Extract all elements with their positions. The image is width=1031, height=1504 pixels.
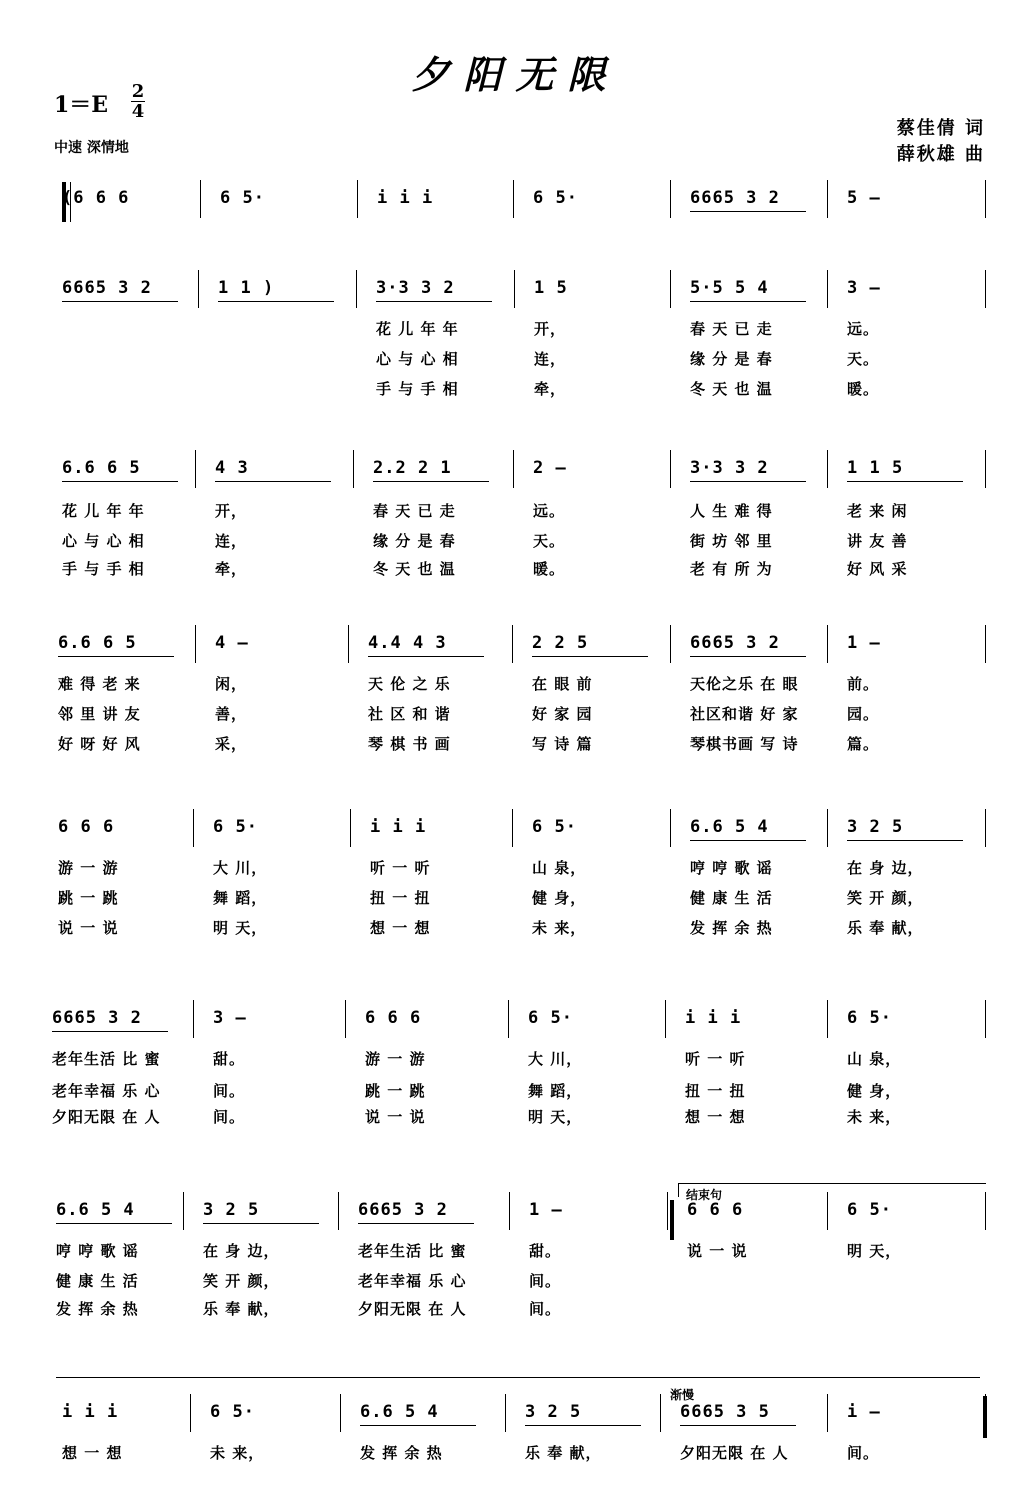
measure-notes: 6 6 6	[365, 1008, 422, 1028]
barline	[670, 270, 671, 308]
lyric-text: 心 与 心 相	[62, 532, 145, 550]
measure-notes: i i i	[685, 1008, 742, 1028]
lyric-text: 社区和谐 好 家	[690, 705, 799, 723]
lyric-text: 健 身，	[847, 1082, 902, 1100]
measure-notes: 6 5·	[533, 188, 578, 208]
lyric-text: 大 川，	[213, 859, 268, 877]
ending-label: 结束句	[686, 1188, 723, 1202]
lyric-text: 人 生 难 得	[690, 502, 773, 520]
lyric-text: 缘 分 是 春	[373, 532, 456, 550]
barline	[350, 809, 351, 847]
beam-line	[358, 1223, 474, 1224]
lyricist-credit: 蔡佳倩 词	[896, 118, 985, 139]
measure-notes: 6.6 5 4	[56, 1200, 135, 1220]
measure-notes: 5·5 5 4	[690, 278, 769, 298]
lyric-text: 说 一 说	[687, 1242, 748, 1260]
measure-notes: 5 –	[847, 188, 881, 208]
measure-notes: 6.6 6 5	[58, 633, 137, 653]
barline	[827, 1192, 828, 1230]
lyric-text: 乐 奉 献，	[525, 1444, 602, 1462]
lyric-text: 舞 蹈，	[213, 889, 268, 907]
lyric-text: 扭 一 扭	[370, 889, 431, 907]
time-top: 2	[131, 81, 145, 102]
lyric-text: 大 川，	[528, 1050, 583, 1068]
lyric-text: 未 来，	[847, 1108, 902, 1126]
beam-line	[690, 840, 806, 841]
lyric-text: 说 一 说	[365, 1108, 426, 1126]
lyric-text: 跳 一 跳	[365, 1082, 426, 1100]
beam-line	[373, 481, 489, 482]
repeat-start-bar	[62, 182, 66, 222]
key-signature: 1＝E	[54, 92, 109, 118]
lyric-text: 花 儿 年 年	[62, 502, 145, 520]
lyric-text: 跳 一 跳	[58, 889, 119, 907]
lyric-text: 前。	[847, 675, 880, 693]
beam-line	[847, 840, 963, 841]
barline	[827, 180, 828, 218]
measure-notes: 3 –	[847, 278, 881, 298]
lyric-text: 游 一 游	[58, 859, 119, 877]
lyric-text: 手 与 手 相	[62, 560, 145, 578]
measure-notes: 6665 3 2	[358, 1200, 448, 1220]
lyric-text: 难 得 老 来	[58, 675, 141, 693]
beam-line	[360, 1425, 476, 1426]
lyric-text: 夕阳无限 在 人	[680, 1444, 789, 1462]
measure-notes: 3 2 5	[203, 1200, 260, 1220]
lyric-text: 暖。	[533, 560, 566, 578]
measure-notes: 6 5·	[220, 188, 265, 208]
measure-notes: 4 3	[215, 458, 249, 478]
final-barline	[983, 1396, 987, 1438]
barline	[670, 180, 671, 218]
lyric-text: 乐 奉 献，	[847, 919, 924, 937]
lyric-text: 牵，	[215, 560, 248, 578]
song-title: 夕阳无限	[411, 52, 620, 97]
beam-line	[368, 656, 484, 657]
lyric-text: 听 一 听	[370, 859, 431, 877]
measure-notes: 6.6 6 5	[62, 458, 141, 478]
lyric-text: 扭 一 扭	[685, 1082, 746, 1100]
measure-notes: 6 5·	[213, 817, 258, 837]
lyric-text: 哼 哼 歌 谣	[56, 1242, 139, 1260]
barline	[348, 625, 349, 663]
barline	[200, 180, 201, 218]
lyric-text: 游 一 游	[365, 1050, 426, 1068]
lyric-text: 健 身，	[532, 889, 587, 907]
barline	[513, 450, 514, 488]
lyric-text: 篇。	[847, 735, 880, 753]
rit-label: 渐慢	[670, 1388, 695, 1402]
lyric-text: 冬 天 也 温	[373, 560, 456, 578]
barline	[508, 1000, 509, 1038]
barline	[827, 270, 828, 308]
ending-bracket-left	[678, 1183, 679, 1197]
measure-notes: i i i	[62, 1402, 119, 1422]
lyric-text: 牵，	[534, 380, 567, 398]
measure-notes: 2 2 5	[532, 633, 589, 653]
time-signature	[128, 82, 148, 121]
lyric-text: 未 来，	[210, 1444, 265, 1462]
lyric-text: 老年幸福 乐 心	[52, 1082, 161, 1100]
lyric-text: 舞 蹈，	[528, 1082, 583, 1100]
lyric-text: 间。	[847, 1444, 880, 1462]
lyric-text: 在 眼 前	[532, 675, 593, 693]
barline	[340, 1394, 341, 1432]
tempo-marking: 中速 深情地	[54, 140, 129, 156]
lyric-text: 天 伦 之 乐	[368, 675, 451, 693]
lyric-text: 开，	[215, 502, 248, 520]
lyric-text: 街 坊 邻 里	[690, 532, 773, 550]
lyric-text: 山 泉，	[532, 859, 587, 877]
lyric-text: 发 挥 余 热	[360, 1444, 443, 1462]
lyric-text: 山 泉，	[847, 1050, 902, 1068]
measure-notes: 3 –	[213, 1008, 247, 1028]
lyric-text: 间。	[213, 1108, 246, 1126]
barline	[985, 625, 986, 663]
measure-notes: 6665 3 2	[62, 278, 152, 298]
lyric-text: 健 康 生 活	[690, 889, 773, 907]
lyric-text: 好 家 园	[532, 705, 593, 723]
lyric-text: 连，	[534, 350, 567, 368]
measure-notes: 6.6 5 4	[690, 817, 769, 837]
lyric-text: 健 康 生 活	[56, 1272, 139, 1290]
lyric-text: 邻 里 讲 友	[58, 705, 141, 723]
barline	[827, 1394, 828, 1432]
lyric-text: 善，	[215, 705, 248, 723]
barline	[660, 1394, 661, 1432]
measure-notes: 6665 3 5	[680, 1402, 770, 1422]
lyric-text: 夕阳无限 在 人	[52, 1108, 161, 1126]
lyric-text: 夕阳无限 在 人	[358, 1300, 467, 1318]
measure-notes: 6.6 5 4	[360, 1402, 439, 1422]
lyric-text: 琴 棋 书 画	[368, 735, 451, 753]
lyric-text: 远。	[847, 320, 880, 338]
lyric-text: 园。	[847, 705, 880, 723]
beam-line	[56, 1223, 172, 1224]
lyric-text: 远。	[533, 502, 566, 520]
beam-line	[52, 1031, 168, 1032]
measure-notes: 6 6 6	[58, 817, 115, 837]
barline	[356, 270, 357, 308]
measure-notes: 2 –	[533, 458, 567, 478]
lyric-text: 说 一 说	[58, 919, 119, 937]
lyric-text: 冬 天 也 温	[690, 380, 773, 398]
barline	[345, 1000, 346, 1038]
measure-notes: (6 6 6	[62, 188, 130, 208]
barline	[985, 1192, 986, 1230]
beam-line	[215, 481, 331, 482]
lyric-text: 听 一 听	[685, 1050, 746, 1068]
lyric-text: 乐 奉 献，	[203, 1300, 280, 1318]
beam-line	[203, 1223, 319, 1224]
measure-notes: 3 2 5	[847, 817, 904, 837]
barline	[985, 809, 986, 847]
measure-notes: 1 1 )	[218, 278, 275, 298]
measure-notes: 1 5	[534, 278, 568, 298]
lyric-text: 连，	[215, 532, 248, 550]
lyric-text: 老 来 闲	[847, 502, 908, 520]
lyric-text: 老 有 所 为	[690, 560, 773, 578]
lyric-text: 春 天 已 走	[373, 502, 456, 520]
measure-notes: i i i	[377, 188, 434, 208]
barline	[985, 1000, 986, 1038]
lyric-text: 在 身 边，	[847, 859, 924, 877]
measure-notes: 6665 3 2	[690, 188, 780, 208]
barline	[670, 450, 671, 488]
lyric-text: 花 儿 年 年	[376, 320, 459, 338]
measure-notes: 6665 3 2	[52, 1008, 142, 1028]
barline	[338, 1192, 339, 1230]
measure-notes: 1 1 5	[847, 458, 904, 478]
lyric-text: 写 诗 篇	[532, 735, 593, 753]
lyric-text: 甜。	[529, 1242, 562, 1260]
beam-line	[62, 301, 178, 302]
lyric-text: 心 与 心 相	[376, 350, 459, 368]
lyric-text: 发 挥 余 热	[56, 1300, 139, 1318]
time-bottom: 4	[131, 101, 145, 122]
beam-line	[690, 481, 806, 482]
measure-notes: 6665 3 2	[690, 633, 780, 653]
measure-notes: 3·3 3 2	[376, 278, 455, 298]
beam-line	[532, 656, 648, 657]
beam-line	[690, 301, 806, 302]
lyric-text: 琴棋书画 写 诗	[690, 735, 799, 753]
barline	[827, 450, 828, 488]
measure-notes: 2.2 2 1	[373, 458, 452, 478]
lyric-text: 明 天，	[847, 1242, 902, 1260]
barline	[670, 809, 671, 847]
barline	[514, 270, 515, 308]
measure-notes: 6 5·	[532, 817, 577, 837]
lyric-text: 缘 分 是 春	[690, 350, 773, 368]
barline	[827, 809, 828, 847]
barline	[357, 180, 358, 218]
lyric-text: 想 一 想	[62, 1444, 123, 1462]
ending-bracket	[678, 1183, 986, 1184]
lyric-text: 老年生活 比 蜜	[358, 1242, 467, 1260]
barline	[985, 270, 986, 308]
barline	[505, 1394, 506, 1432]
barline	[670, 625, 671, 663]
lyric-text: 讲 友 善	[847, 532, 908, 550]
beam-line	[62, 481, 178, 482]
barline	[195, 625, 196, 663]
barline	[512, 809, 513, 847]
measure-notes: 6 6 6	[687, 1200, 744, 1220]
lyric-text: 甜。	[213, 1050, 246, 1068]
measure-notes: 1 –	[847, 633, 881, 653]
lyric-text: 天。	[847, 350, 880, 368]
beam-line	[376, 301, 492, 302]
barline	[193, 1000, 194, 1038]
barline	[353, 450, 354, 488]
measure-notes: i i i	[370, 817, 427, 837]
ending-repeat-bar	[670, 1200, 674, 1240]
composer-credit: 薛秋雄 曲	[896, 144, 985, 165]
lyric-text: 发 挥 余 热	[690, 919, 773, 937]
beam-line	[58, 656, 174, 657]
measure-notes: 1 –	[529, 1200, 563, 1220]
lyric-text: 明 天，	[528, 1108, 583, 1126]
barline	[513, 180, 514, 218]
barline	[183, 1192, 184, 1230]
lyric-text: 手 与 手 相	[376, 380, 459, 398]
lyric-text: 间。	[213, 1082, 246, 1100]
lyric-text: 开，	[534, 320, 567, 338]
lyric-text: 明 天，	[213, 919, 268, 937]
barline	[193, 809, 194, 847]
measure-notes: 6 5·	[847, 1200, 892, 1220]
barline	[985, 180, 986, 218]
lyric-text: 间。	[529, 1272, 562, 1290]
lyric-text: 老年生活 比 蜜	[52, 1050, 161, 1068]
lyric-text: 天伦之乐 在 眼	[690, 675, 799, 693]
beam-line	[690, 656, 806, 657]
barline	[195, 450, 196, 488]
barline	[827, 625, 828, 663]
lyric-text: 好 呀 好 风	[58, 735, 141, 753]
lyric-text: 好 风 采	[847, 560, 908, 578]
system-divider	[56, 1377, 980, 1378]
measure-notes: 4 –	[215, 633, 249, 653]
measure-notes: 6 5·	[847, 1008, 892, 1028]
barline	[512, 625, 513, 663]
lyric-text: 在 身 边，	[203, 1242, 280, 1260]
barline	[667, 1192, 668, 1230]
lyric-text: 笑 开 颜，	[203, 1272, 280, 1290]
barline	[665, 1000, 666, 1038]
beam-line	[218, 301, 334, 302]
lyric-text: 闲，	[215, 675, 248, 693]
lyric-text: 暖。	[847, 380, 880, 398]
measure-notes: 3 2 5	[525, 1402, 582, 1422]
lyric-text: 想 一 想	[370, 919, 431, 937]
lyric-text: 笑 开 颜，	[847, 889, 924, 907]
lyric-text: 采，	[215, 735, 248, 753]
measure-notes: 6 5·	[210, 1402, 255, 1422]
lyric-text: 哼 哼 歌 谣	[690, 859, 773, 877]
barline	[827, 1000, 828, 1038]
measure-notes: i –	[847, 1402, 881, 1422]
measure-notes: 3·3 3 2	[690, 458, 769, 478]
lyric-text: 间。	[529, 1300, 562, 1318]
lyric-text: 老年幸福 乐 心	[358, 1272, 467, 1290]
measure-notes: 6 5·	[528, 1008, 573, 1028]
barline	[985, 450, 986, 488]
barline	[198, 270, 199, 308]
barline	[509, 1192, 510, 1230]
barline	[190, 1394, 191, 1432]
lyric-text: 想 一 想	[685, 1108, 746, 1126]
beam-line	[847, 481, 963, 482]
beam-line	[680, 1425, 796, 1426]
beam-line	[690, 211, 806, 212]
repeat-start-thin	[70, 182, 71, 222]
lyric-text: 春 天 已 走	[690, 320, 773, 338]
lyric-text: 社 区 和 谐	[368, 705, 451, 723]
lyric-text: 天。	[533, 532, 566, 550]
lyric-text: 未 来，	[532, 919, 587, 937]
measure-notes: 4.4 4 3	[368, 633, 447, 653]
beam-line	[525, 1425, 641, 1426]
